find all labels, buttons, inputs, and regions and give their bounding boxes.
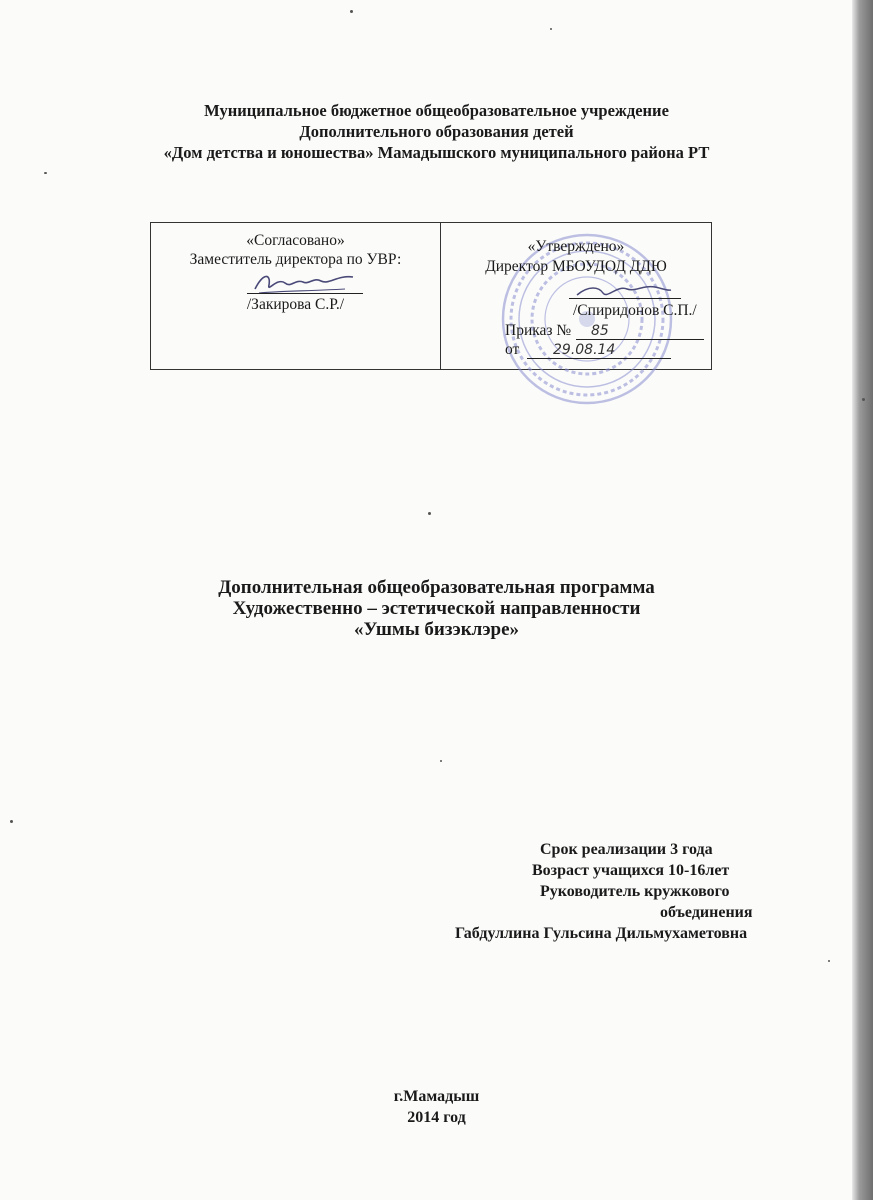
deputy-signature-line: [247, 293, 363, 294]
scan-speck: [828, 960, 830, 962]
header-line-2: Дополнительного образования детей: [299, 122, 574, 141]
scan-speck: [440, 760, 442, 762]
leader-name: Габдуллина Гульсина Дильмухаметовна: [455, 925, 748, 942]
date-label: от: [505, 341, 520, 358]
program-title: [0, 577, 873, 640]
program-line-2: Художественно – эстетической направленности: [232, 598, 641, 619]
director-signature-line: [569, 298, 681, 299]
director-name: /Спиридонов С.П./: [573, 302, 697, 319]
program-line-1: Дополнительная общеобразовательная программа: [218, 577, 655, 598]
deputy-signature: [249, 269, 359, 299]
agreed-title: «Согласовано»: [246, 232, 345, 249]
leader-text-2: объединения: [660, 904, 753, 921]
scan-speck: [862, 398, 865, 401]
institution-header: [0, 100, 873, 163]
scan-speck: [350, 10, 353, 13]
deputy-name: /Закирова С.Р./: [246, 296, 345, 313]
approved-title: «Утверждено»: [527, 238, 625, 255]
approved-role: Директор МБОУДОД ДДЮ: [485, 258, 667, 275]
city: г.Мамадыш: [393, 1088, 480, 1105]
scan-speck: [428, 512, 431, 515]
term-text: Срок реализации 3 года: [540, 841, 713, 858]
approved-cell: [441, 223, 711, 369]
program-line-3: «Ушмы бизэклэре»: [353, 619, 520, 640]
header-line-3: «Дом детства и юношества» Мамадышского муниципального района РТ: [163, 143, 710, 162]
leader-text-1: Руководитель кружкового: [540, 883, 730, 900]
age-text: Возраст учащихся 10-16лет: [532, 862, 730, 879]
date-value: 29.08.14: [553, 342, 616, 358]
year: 2014 год: [407, 1109, 466, 1126]
director-signature: [573, 281, 673, 303]
header-line-1: Муниципальное бюджетное общеобразовательное учреждение: [204, 101, 669, 120]
order-label: Приказ №: [505, 322, 572, 339]
agreed-cell: [151, 223, 441, 369]
scan-speck: [44, 172, 47, 174]
document-footer: [0, 1086, 873, 1128]
scan-speck: [10, 820, 13, 823]
agreed-role: Заместитель директора по УВР:: [189, 251, 402, 268]
scan-speck: [550, 28, 552, 30]
order-number: 85: [591, 323, 609, 339]
approval-table: [150, 222, 712, 370]
